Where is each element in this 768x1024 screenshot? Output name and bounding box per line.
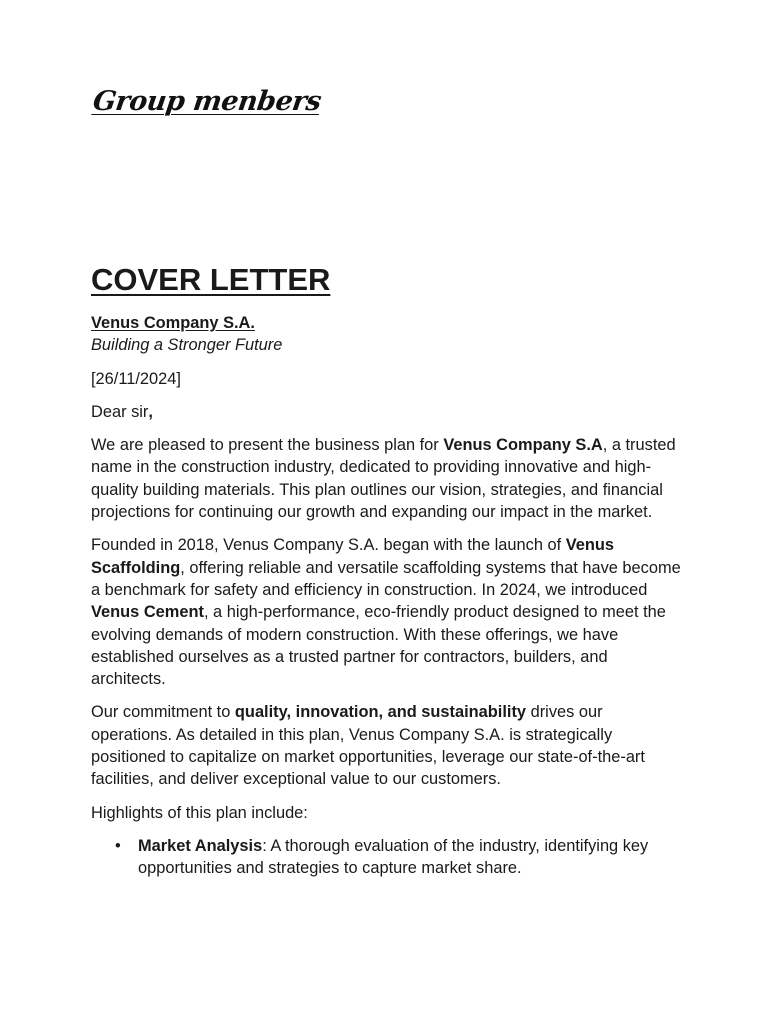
paragraph-commitment xyxy=(91,701,681,790)
p1-text-1: We are pleased to present the business plan for xyxy=(91,436,444,455)
highlights-intro: Highlights of this plan include: xyxy=(91,803,308,822)
p2-cement-bold: Venus Cement xyxy=(91,603,204,622)
highlights-list xyxy=(91,835,681,880)
p3-text-2: drives our operations. As detailed in this plan, Venus Company S.A. is strategically positioned to capitalize on market opportunities, leverage our state-of-the-art facilities, and deliver exceptional value to our customers. xyxy=(91,703,645,789)
company-tagline: Building a Stronger Future xyxy=(91,336,283,355)
p2-scaffolding-bold: Venus Scaffolding xyxy=(91,536,615,577)
paragraph-history xyxy=(91,534,681,690)
p3-values-bold: quality, innovation, and sustainability xyxy=(234,703,527,722)
p2-text-2: , offering reliable and versatile scaffolding systems that have become a benchmark for safety and efficiency in construction. In 2024, we introduced xyxy=(91,558,681,599)
company-name: Venus Company S.A. xyxy=(91,314,255,332)
group-members-title: Group menbers xyxy=(91,86,323,117)
p2-text-1: Founded in 2018, Venus Company S.A. began with the launch of xyxy=(91,536,566,555)
letter-date: [26/11/2024] xyxy=(91,369,181,388)
p2-text-3: , a high-performance, eco-friendly product designed to meet the evolving demands of modern construction. With these offerings, we have established ourselves as a trusted partner for contractors, builders, and architects. xyxy=(91,603,666,689)
highlight-text: : A thorough evaluation of the industry, identifying key opportunities and strategies to capture market share. xyxy=(138,836,649,878)
p1-text-2: , a trusted name in the construction industry, dedicated to providing innovative and high-quality building materials. This plan outlines our vision, strategies, and financial projections for continuing our growth and expanding our impact in the market. xyxy=(91,436,676,522)
salutation-punct: , xyxy=(148,402,153,421)
p1-company-bold: Venus Company S.A xyxy=(443,436,603,455)
cover-letter-heading: COVER LETTER xyxy=(91,262,331,297)
salutation-text: Dear sir xyxy=(91,402,149,421)
highlight-title: Market Analysis xyxy=(138,836,263,855)
p3-text-1: Our commitment to xyxy=(91,703,235,722)
salutation xyxy=(91,401,681,423)
list-item xyxy=(115,835,681,880)
letter-body xyxy=(91,312,681,880)
paragraph-intro xyxy=(91,434,681,523)
bullet-icon: • xyxy=(115,836,121,855)
